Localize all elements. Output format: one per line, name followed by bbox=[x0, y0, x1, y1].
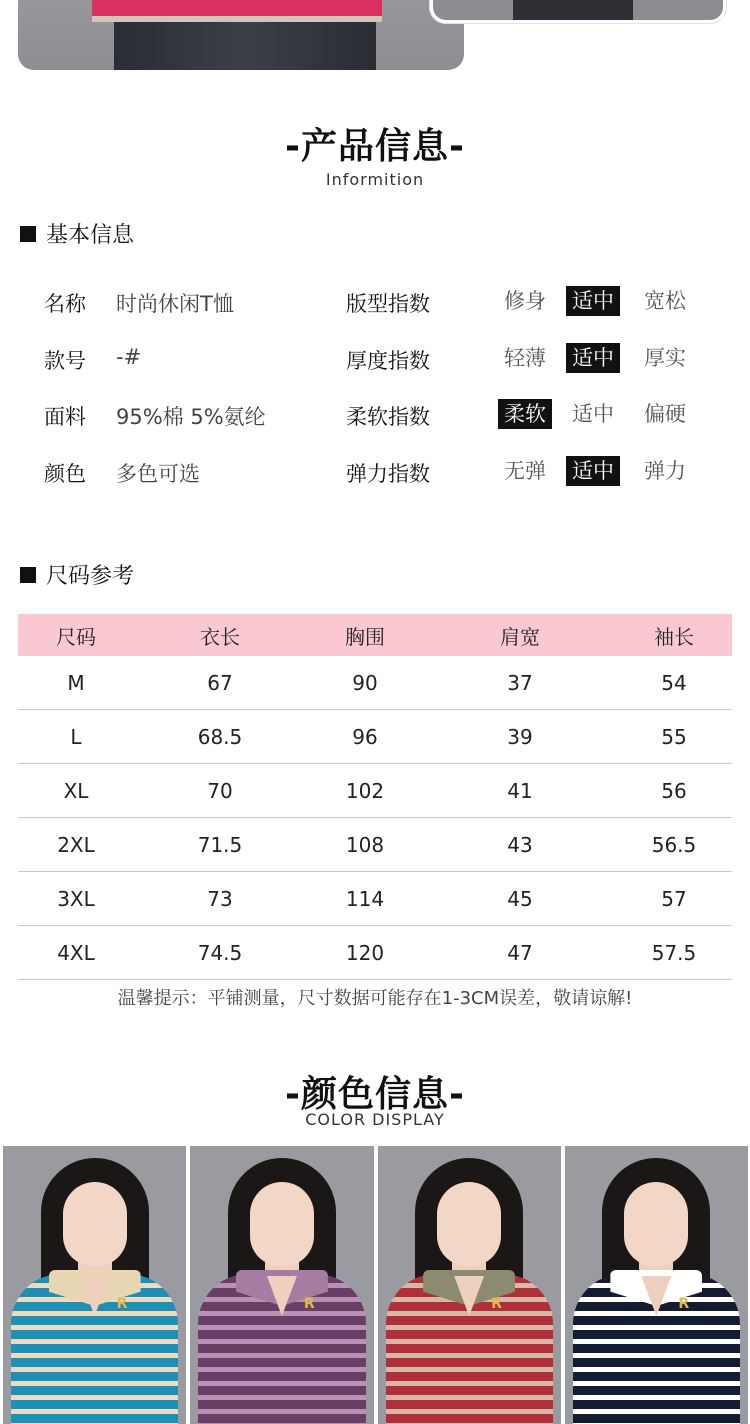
table-cell: 4XL bbox=[18, 926, 134, 980]
index-label: 柔软指数 bbox=[346, 405, 430, 429]
size-column-header: 肩宽 bbox=[424, 614, 616, 656]
color-info-title: -颜色信息- bbox=[285, 1074, 465, 1115]
info-value: 95%棉 5%氨纶 bbox=[116, 405, 266, 429]
square-bullet-icon bbox=[20, 226, 36, 242]
size-table-header bbox=[18, 614, 732, 656]
color-swatch-photo[interactable] bbox=[378, 1146, 561, 1424]
basic-info-heading-text: 基本信息 bbox=[46, 223, 135, 248]
table-cell: XL bbox=[18, 764, 134, 818]
table-cell: 96 bbox=[306, 710, 424, 764]
color-info-subtitle: COLOR DISPLAY bbox=[305, 1110, 445, 1129]
table-row bbox=[18, 926, 732, 980]
table-cell: 45 bbox=[424, 872, 616, 926]
table-cell: 47 bbox=[424, 926, 616, 980]
embroidered-logo-icon: R bbox=[116, 1296, 128, 1312]
shirt-hem-image bbox=[92, 0, 382, 22]
index-option: 修身 bbox=[504, 289, 546, 313]
embroidered-logo-icon: R bbox=[678, 1296, 690, 1312]
index-label: 版型指数 bbox=[346, 292, 430, 316]
table-cell: 90 bbox=[306, 656, 424, 710]
index-option: 弹力 bbox=[644, 459, 686, 483]
color-swatch-gallery bbox=[3, 1146, 748, 1424]
index-option-selected: 适中 bbox=[566, 456, 620, 486]
measurement-tip: 温馨提示：平铺测量，尺寸数据可能存在1-3CM误差，敬请谅解! bbox=[117, 988, 633, 1009]
table-cell: 120 bbox=[306, 926, 424, 980]
table-cell: 67 bbox=[134, 656, 306, 710]
jeans-image bbox=[513, 0, 633, 20]
index-option-selected: 适中 bbox=[566, 286, 620, 316]
embroidered-logo-icon: R bbox=[303, 1296, 315, 1312]
info-value: 时尚休闲T恤 bbox=[116, 292, 234, 316]
info-row bbox=[0, 395, 750, 435]
size-chart-heading bbox=[20, 559, 134, 590]
table-row bbox=[18, 818, 732, 872]
index-label: 弹力指数 bbox=[346, 462, 430, 486]
product-info-title: -产品信息- bbox=[285, 126, 465, 167]
index-option: 偏硬 bbox=[644, 402, 686, 426]
index-option: 适中 bbox=[572, 402, 614, 426]
size-column-header: 胸围 bbox=[306, 614, 424, 656]
model-face-image bbox=[250, 1182, 314, 1266]
table-cell: 70 bbox=[134, 764, 306, 818]
table-cell: 41 bbox=[424, 764, 616, 818]
basic-info-heading bbox=[20, 218, 134, 249]
table-cell: M bbox=[18, 656, 134, 710]
table-cell: L bbox=[18, 710, 134, 764]
table-cell: 56 bbox=[616, 764, 732, 818]
index-option: 厚实 bbox=[644, 346, 686, 370]
info-label: 面料 bbox=[44, 405, 86, 429]
info-label: 名称 bbox=[44, 292, 86, 316]
size-table bbox=[18, 614, 732, 980]
model-face-image bbox=[63, 1182, 127, 1266]
index-label: 厚度指数 bbox=[346, 349, 430, 373]
table-cell: 39 bbox=[424, 710, 616, 764]
table-cell: 43 bbox=[424, 818, 616, 872]
table-row bbox=[18, 656, 732, 710]
table-cell: 56.5 bbox=[616, 818, 732, 872]
table-cell: 57.5 bbox=[616, 926, 732, 980]
top-model-photo-right bbox=[430, 0, 726, 23]
index-option: 宽松 bbox=[644, 289, 686, 313]
table-cell: 114 bbox=[306, 872, 424, 926]
info-value: 多色可选 bbox=[116, 462, 200, 486]
index-option-selected: 适中 bbox=[566, 343, 620, 373]
size-table-body bbox=[18, 656, 732, 980]
table-cell: 102 bbox=[306, 764, 424, 818]
model-face-image bbox=[624, 1182, 688, 1266]
size-chart-heading-text: 尺码参考 bbox=[46, 564, 135, 589]
top-model-photo-left bbox=[18, 0, 464, 70]
table-cell: 74.5 bbox=[134, 926, 306, 980]
size-column-header: 尺码 bbox=[18, 614, 134, 656]
table-cell: 37 bbox=[424, 656, 616, 710]
model-face-image bbox=[437, 1182, 501, 1266]
index-option: 无弹 bbox=[504, 459, 546, 483]
table-cell: 3XL bbox=[18, 872, 134, 926]
index-option-selected: 柔软 bbox=[498, 399, 552, 429]
table-cell: 68.5 bbox=[134, 710, 306, 764]
table-cell: 54 bbox=[616, 656, 732, 710]
color-swatch-photo[interactable] bbox=[190, 1146, 373, 1424]
info-label: 颜色 bbox=[44, 462, 86, 486]
table-row bbox=[18, 764, 732, 818]
table-cell: 71.5 bbox=[134, 818, 306, 872]
size-column-header: 衣长 bbox=[134, 614, 306, 656]
table-cell: 108 bbox=[306, 818, 424, 872]
info-row bbox=[0, 282, 750, 322]
info-label: 款号 bbox=[44, 349, 86, 373]
embroidered-logo-icon: R bbox=[491, 1296, 502, 1312]
table-cell: 73 bbox=[134, 872, 306, 926]
size-column-header: 袖长 bbox=[616, 614, 732, 656]
index-option: 轻薄 bbox=[504, 346, 546, 370]
table-cell: 57 bbox=[616, 872, 732, 926]
color-swatch-photo[interactable] bbox=[3, 1146, 186, 1424]
info-row bbox=[0, 452, 750, 492]
color-swatch-photo[interactable] bbox=[565, 1146, 748, 1424]
info-row bbox=[0, 339, 750, 379]
table-row bbox=[18, 872, 732, 926]
info-value: -# bbox=[116, 345, 142, 369]
table-cell: 2XL bbox=[18, 818, 134, 872]
table-row bbox=[18, 710, 732, 764]
square-bullet-icon bbox=[20, 567, 36, 583]
table-cell: 55 bbox=[616, 710, 732, 764]
product-info-subtitle: Informition bbox=[325, 170, 425, 189]
